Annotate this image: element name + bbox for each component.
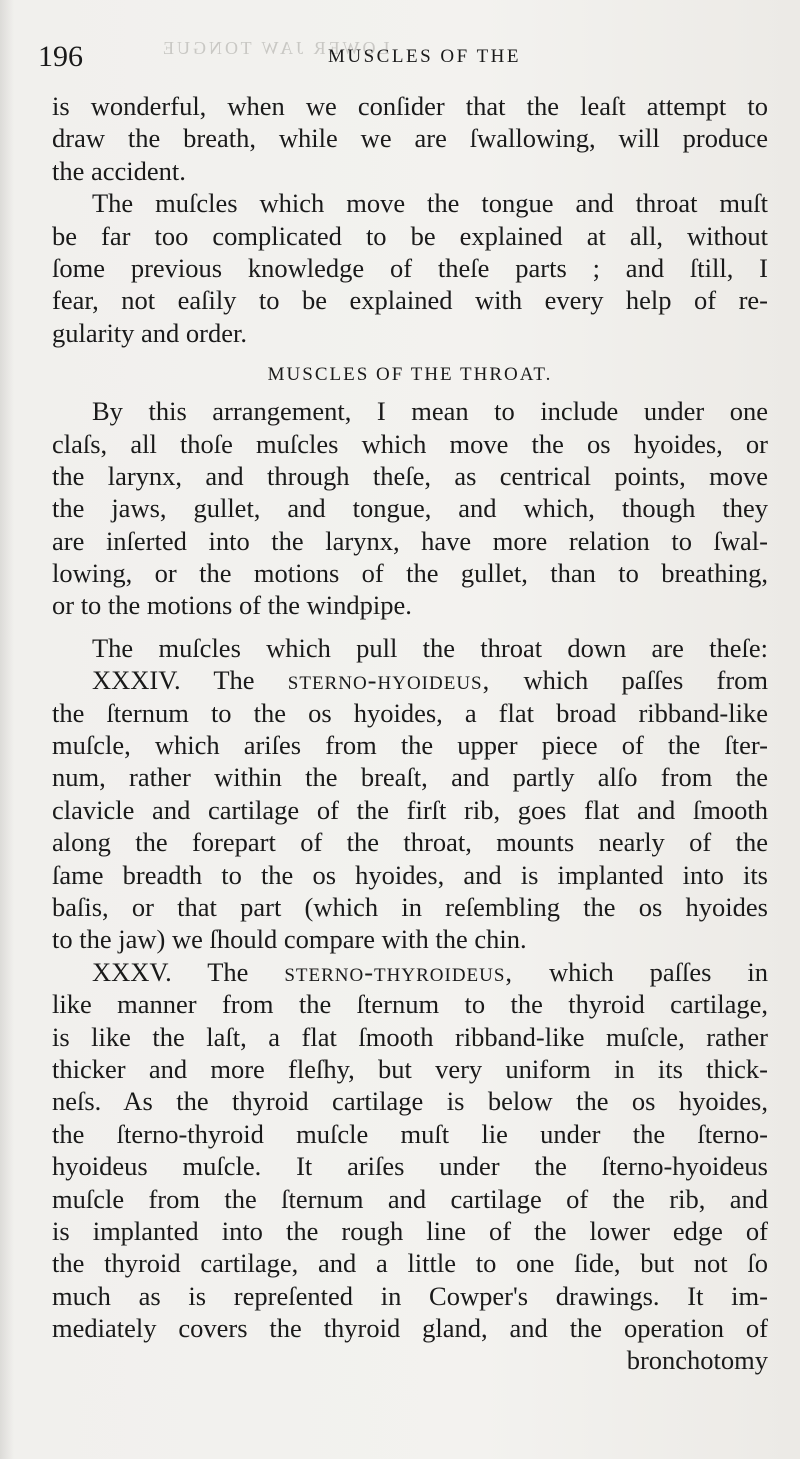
text-line: ſome previous knowledge of theſe parts ; and ſtill, I [52, 252, 768, 283]
text-line: mediately covers the thyroid gland, and the operation of [52, 1313, 768, 1344]
text-line: The muſcles which pull the throat down are theſe: [92, 632, 768, 663]
text-line: XXXV. The sterno-thyroideus, which paſſes in [92, 956, 769, 987]
text-line: the jaws, gullet, and tongue, and which, though they [52, 493, 768, 524]
text-line: much as is repreſented in Cowper's drawings. It im- [52, 1280, 768, 1311]
body-text [52, 90, 768, 1377]
text-line: ſame breadth to the os hyoides, and is implanted into its [52, 859, 768, 890]
text-line: the thyroid cartilage, and a little to one ſide, but not ſo [52, 1248, 768, 1279]
text-line: clavicle and cartilage of the firſt rib, goes flat and ſmooth [52, 794, 768, 825]
text-line: gularity and order. [52, 317, 248, 348]
text-line: baſis, or that part (which in reſembling the os hyoides [52, 891, 768, 922]
text-line: the ſterno-thyroid muſcle muſt lie under the ſterno- [52, 1118, 768, 1149]
paragraph-sterno-thyroideus [52, 956, 768, 1345]
text-line: to the jaw) we ſhould compare with the chin. [52, 924, 527, 955]
page-header [38, 40, 778, 74]
text-line: draw the breath, while we are ſwallowing, will produce [52, 123, 768, 154]
roman-numeral: XXXIV. [92, 665, 181, 696]
text-line: claſs, all thoſe muſcles which move the os hyoides, or [52, 428, 768, 459]
text-line: or to the motions of the windpipe. [52, 590, 412, 621]
running-head: MUSCLES OF THE [328, 46, 522, 67]
text-line: like manner from the ſternum to the thyroid cartilage, [52, 989, 768, 1020]
paragraph-1 [52, 90, 768, 187]
muscle-name: sterno-thyroideus, [284, 956, 514, 987]
text-line: num, rather within the breaſt, and partly alſo from the [52, 762, 768, 793]
text-line: hyoideus muſcle. It ariſes under the ſterno-hyoideus [52, 1151, 768, 1182]
text-line: the larynx, and through theſe, as centrical points, move [52, 460, 768, 491]
roman-numeral: XXXV. [92, 956, 172, 987]
paragraph-4 [52, 632, 768, 664]
text-line: is like the laſt, a flat ſmooth ribband-like muſcle, rather [52, 1021, 768, 1052]
catchword: bronchotomy [626, 1345, 768, 1376]
text-line: lowing, or the motions of the gullet, than to breathing, [52, 558, 768, 589]
text-line: be far too complicated to be explained at all, without [52, 220, 768, 251]
text-line: muſcle from the ſternum and cartilage of the rib, and [52, 1183, 768, 1214]
section-title: MUSCLES OF THE THROAT. [267, 364, 553, 386]
paragraph-2 [52, 187, 768, 349]
text-line: along the forepart of the throat, mounts nearly of the [52, 827, 768, 858]
text-line: The muſcles which move the tongue and throat muſt [92, 188, 768, 219]
text-line: muſcle, which ariſes from the upper piece of the ſter- [52, 730, 768, 761]
paragraph-3 [52, 395, 768, 622]
text-line: By this arrangement, I mean to include under one [92, 396, 768, 427]
text-line: fear, not eaſily to be explained with every help of re- [52, 285, 768, 316]
text-line: thicker and more fleſhy, but very uniform in its thick- [52, 1053, 768, 1084]
text-line: is wonderful, when we conſider that the leaſt attempt to [52, 91, 768, 121]
text-line: the accident. [52, 155, 186, 186]
text-line: neſs. As the thyroid cartilage is below the os hyoides, [52, 1086, 768, 1117]
text-line: the ſternum to the os hyoides, a flat broad ribband-like [52, 697, 768, 728]
paragraph-sterno-hyoideus [52, 664, 768, 956]
text-line: XXXIV. The sterno-hyoideus, which paſſes from [92, 665, 769, 696]
muscle-name: sterno-hyoideus, [287, 665, 491, 696]
show-through-text: LOWER JAW TONGUE [160, 38, 390, 58]
text-line: is implanted into the rough line of the lower edge of [52, 1215, 768, 1246]
page-number: 196 [38, 40, 83, 73]
text-line: are inſerted into the larynx, have more relation to ſwal- [52, 525, 768, 556]
